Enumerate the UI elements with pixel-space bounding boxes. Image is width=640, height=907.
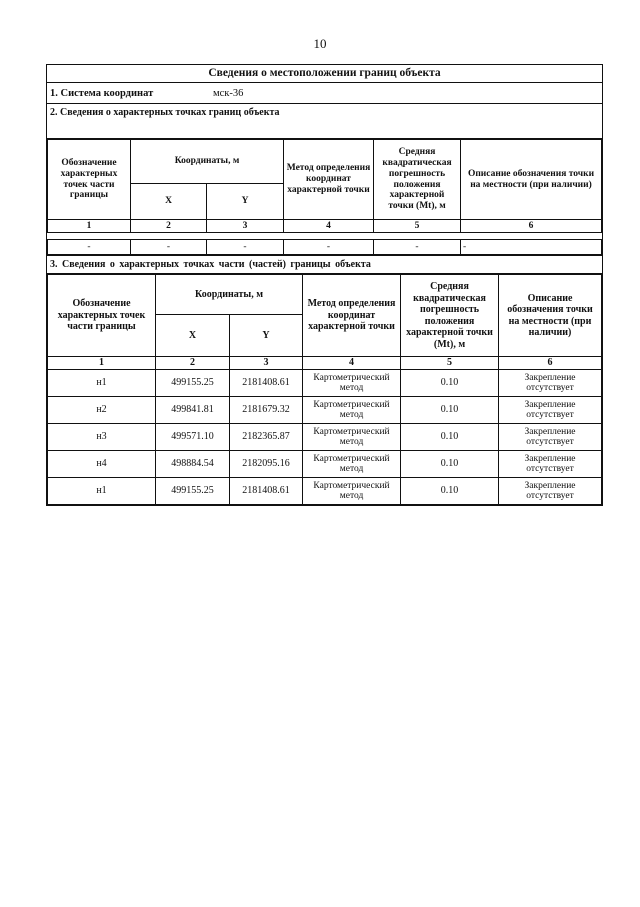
s2-header-designation: Обозначение характерных точек части границы — [48, 140, 131, 220]
s3-col-num: 1 — [48, 357, 156, 370]
coord-y: 2181679.32 — [230, 397, 303, 424]
accuracy: 0.10 — [401, 451, 499, 478]
boundary-info-form — [46, 64, 603, 506]
coord-y: 2181408.61 — [230, 478, 303, 505]
s2-header-coords: Координаты, м — [131, 140, 284, 184]
s3-header-description: Описание обозначения точки на местности (при наличии) — [499, 275, 602, 357]
coord-x: 498884.54 — [156, 451, 230, 478]
s2-col-num: 1 — [48, 220, 131, 233]
description: Закрепление отсутствует — [499, 397, 602, 424]
point-id: н4 — [48, 451, 156, 478]
document-title: Сведения о местоположении границ объекта — [47, 65, 602, 83]
point-id: н3 — [48, 424, 156, 451]
coord-system-row — [47, 83, 602, 104]
s3-col-num: 3 — [230, 357, 303, 370]
s3-header-method: Метод определения координат характерной точки — [303, 275, 401, 357]
s3-header-coords: Координаты, м — [156, 275, 303, 315]
accuracy: 0.10 — [401, 397, 499, 424]
section3-label: 3. Сведения о характерных точках части (частей) границы объекта — [47, 255, 602, 274]
description: Закрепление отсутствует — [499, 370, 602, 397]
page-number: 10 — [313, 36, 327, 51]
coord-x: 499571.10 — [156, 424, 230, 451]
section2-label: 2. Сведения о характерных точках границ объекта — [47, 104, 602, 139]
s3-col-num: 5 — [401, 357, 499, 370]
point-id: н1 — [48, 478, 156, 505]
accuracy: 0.10 — [401, 424, 499, 451]
s3-col-num: 2 — [156, 357, 230, 370]
table-cell: - — [374, 240, 461, 255]
description: Закрепление отсутствует — [499, 478, 602, 505]
s2-header-method: Метод определения координат характерной точки — [284, 140, 374, 220]
table-row — [48, 478, 602, 505]
s2-header-x: X — [131, 184, 207, 220]
s3-col-num: 4 — [303, 357, 401, 370]
table-row — [48, 397, 602, 424]
coord-system-label: 1. Система координат — [50, 87, 154, 99]
description: Закрепление отсутствует — [499, 424, 602, 451]
coord-y: 2181408.61 — [230, 370, 303, 397]
point-id: н1 — [48, 370, 156, 397]
coord-y: 2182095.16 — [230, 451, 303, 478]
s2-col-num: 5 — [374, 220, 461, 233]
table-cell: - — [207, 240, 284, 255]
table-row — [48, 370, 602, 397]
method: Картометрический метод — [303, 370, 401, 397]
s2-header-description: Описание обозначения точки на местности (при наличии) — [461, 140, 602, 220]
table-row — [48, 424, 602, 451]
s2-header-y: Y — [207, 184, 284, 220]
table-row — [48, 451, 602, 478]
table-cell: - — [48, 240, 131, 255]
s3-header-accuracy: Средняя квадратическая погрешность положения характерной точки (Mt), м — [401, 275, 499, 357]
description: Закрепление отсутствует — [499, 451, 602, 478]
method: Картометрический метод — [303, 478, 401, 505]
s3-header-x: X — [156, 315, 230, 357]
s3-header-designation: Обозначение характерных точек части границы — [48, 275, 156, 357]
coord-y: 2182365.87 — [230, 424, 303, 451]
method: Картометрический метод — [303, 397, 401, 424]
method: Картометрический метод — [303, 451, 401, 478]
table-row — [48, 240, 602, 255]
s2-col-num: 4 — [284, 220, 374, 233]
table-cell: - — [131, 240, 207, 255]
accuracy: 0.10 — [401, 370, 499, 397]
s2-col-num: 2 — [131, 220, 207, 233]
s3-header-y: Y — [230, 315, 303, 357]
section3-table — [47, 274, 602, 505]
s2-header-accuracy: Средняя квадратическая погрешность положения характерной точки (Mt), м — [374, 140, 461, 220]
s3-col-num: 6 — [499, 357, 602, 370]
coord-x: 499155.25 — [156, 370, 230, 397]
s2-col-num: 3 — [207, 220, 284, 233]
section2-table — [47, 139, 602, 255]
s2-column-numbers — [48, 220, 602, 233]
accuracy: 0.10 — [401, 478, 499, 505]
s2-col-num: 6 — [461, 220, 602, 233]
coord-x: 499155.25 — [156, 478, 230, 505]
point-id: н2 — [48, 397, 156, 424]
method: Картометрический метод — [303, 424, 401, 451]
table-cell: - — [461, 240, 602, 255]
coord-x: 499841.81 — [156, 397, 230, 424]
coord-system-value: мск-36 — [213, 87, 244, 99]
table-cell: - — [284, 240, 374, 255]
s3-column-numbers — [48, 357, 602, 370]
